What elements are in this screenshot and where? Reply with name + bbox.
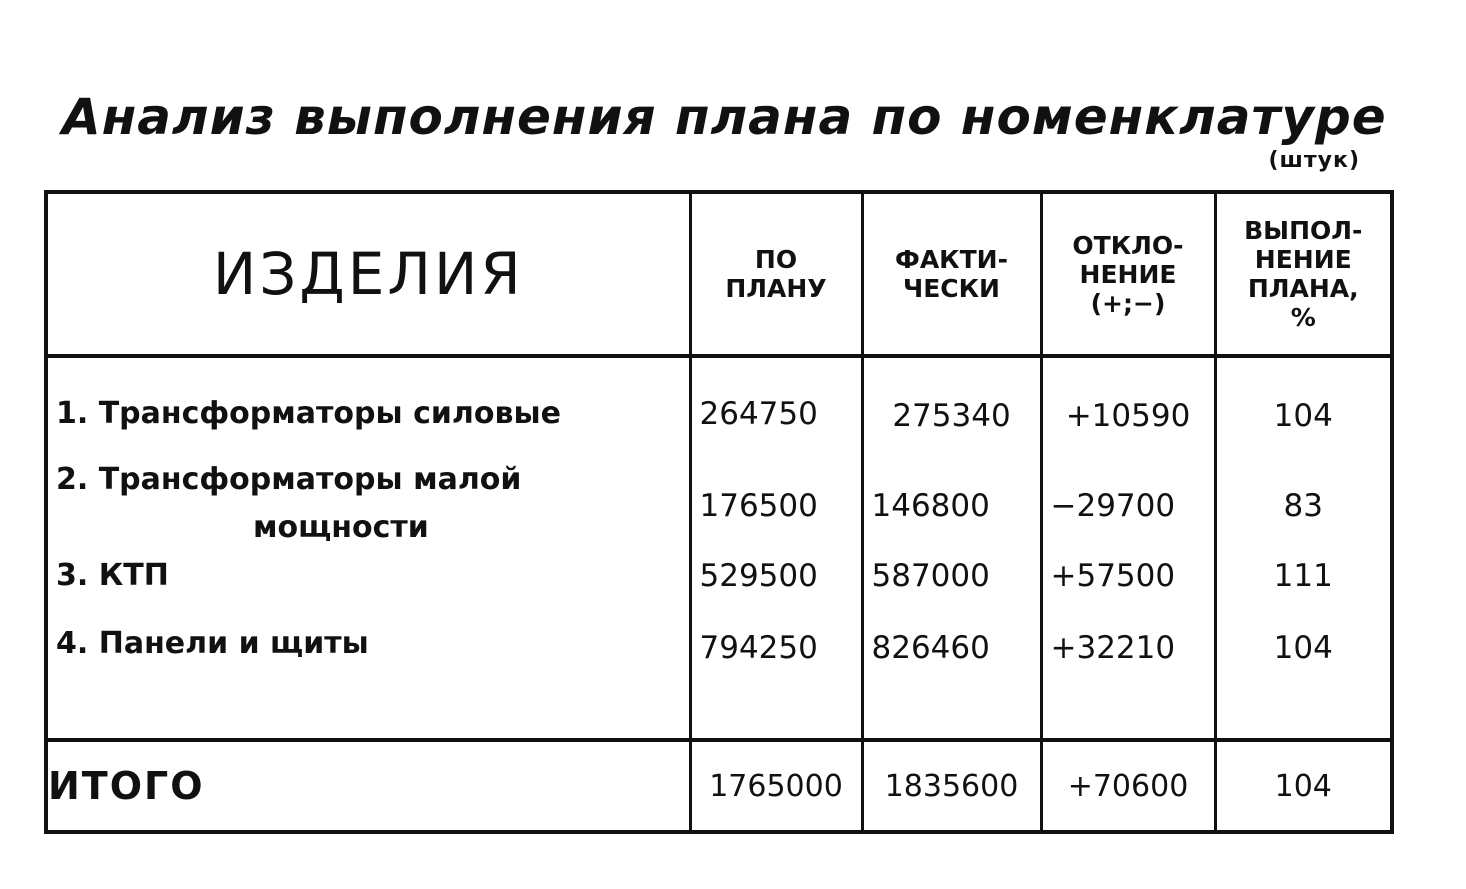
header-percent: ВЫПОЛ- НЕНИЕ ПЛАНА, % bbox=[1215, 192, 1392, 356]
product-names-cell bbox=[46, 356, 690, 740]
total-row bbox=[46, 740, 1392, 832]
header-plan: ПО ПЛАНУ bbox=[690, 192, 862, 356]
header-deviation: ОТКЛО- НЕНИЕ (+;−) bbox=[1041, 192, 1215, 356]
row-3-deviation: +57500 bbox=[1050, 558, 1176, 594]
row-3-actual: 587000 bbox=[871, 558, 990, 594]
header-row bbox=[46, 192, 1392, 356]
row-3-percent: 111 bbox=[1273, 558, 1333, 594]
row-1-percent: 104 bbox=[1273, 398, 1333, 434]
row-1-plan: 264750 bbox=[699, 396, 818, 432]
row-2-deviation: −29700 bbox=[1050, 488, 1176, 524]
total-deviation: +70600 bbox=[1041, 740, 1215, 832]
row-2-name-continued: мощности bbox=[253, 510, 429, 545]
row-2-percent: 83 bbox=[1283, 488, 1323, 524]
row-1-name: 1. Трансформаторы силовые bbox=[56, 396, 561, 431]
row-4-percent: 104 bbox=[1273, 630, 1333, 666]
row-2-actual: 146800 bbox=[871, 488, 990, 524]
header-actual: ФАКТИ- ЧЕСКИ bbox=[862, 192, 1041, 356]
plan-values-cell bbox=[690, 356, 862, 740]
document-title: Анализ выполнения плана по номенклатуре bbox=[62, 88, 1387, 146]
row-4-actual: 826460 bbox=[871, 630, 990, 666]
row-4-plan: 794250 bbox=[699, 630, 818, 666]
row-3-plan: 529500 bbox=[699, 558, 818, 594]
row-4-name: 4. Панели и щиты bbox=[56, 626, 369, 661]
total-percent: 104 bbox=[1215, 740, 1392, 832]
row-4-deviation: +32210 bbox=[1050, 630, 1176, 666]
deviation-values-cell bbox=[1041, 356, 1215, 740]
header-products: ИЗДЕЛИЯ bbox=[46, 192, 690, 356]
total-label: ИТОГО bbox=[46, 740, 690, 832]
total-actual: 1835600 bbox=[862, 740, 1041, 832]
plan-analysis-table bbox=[44, 190, 1394, 834]
total-plan: 1765000 bbox=[690, 740, 862, 832]
actual-values-cell bbox=[862, 356, 1041, 740]
percent-values-cell bbox=[1215, 356, 1392, 740]
unit-note: (штук) bbox=[1268, 148, 1360, 173]
row-2-name: 2. Трансформаторы малой bbox=[56, 462, 522, 497]
row-1-deviation: +10590 bbox=[1065, 398, 1191, 434]
items-block bbox=[46, 356, 1392, 740]
row-1-actual: 275340 bbox=[892, 398, 1011, 434]
row-3-name: 3. КТП bbox=[56, 558, 169, 593]
row-2-plan: 176500 bbox=[699, 488, 818, 524]
